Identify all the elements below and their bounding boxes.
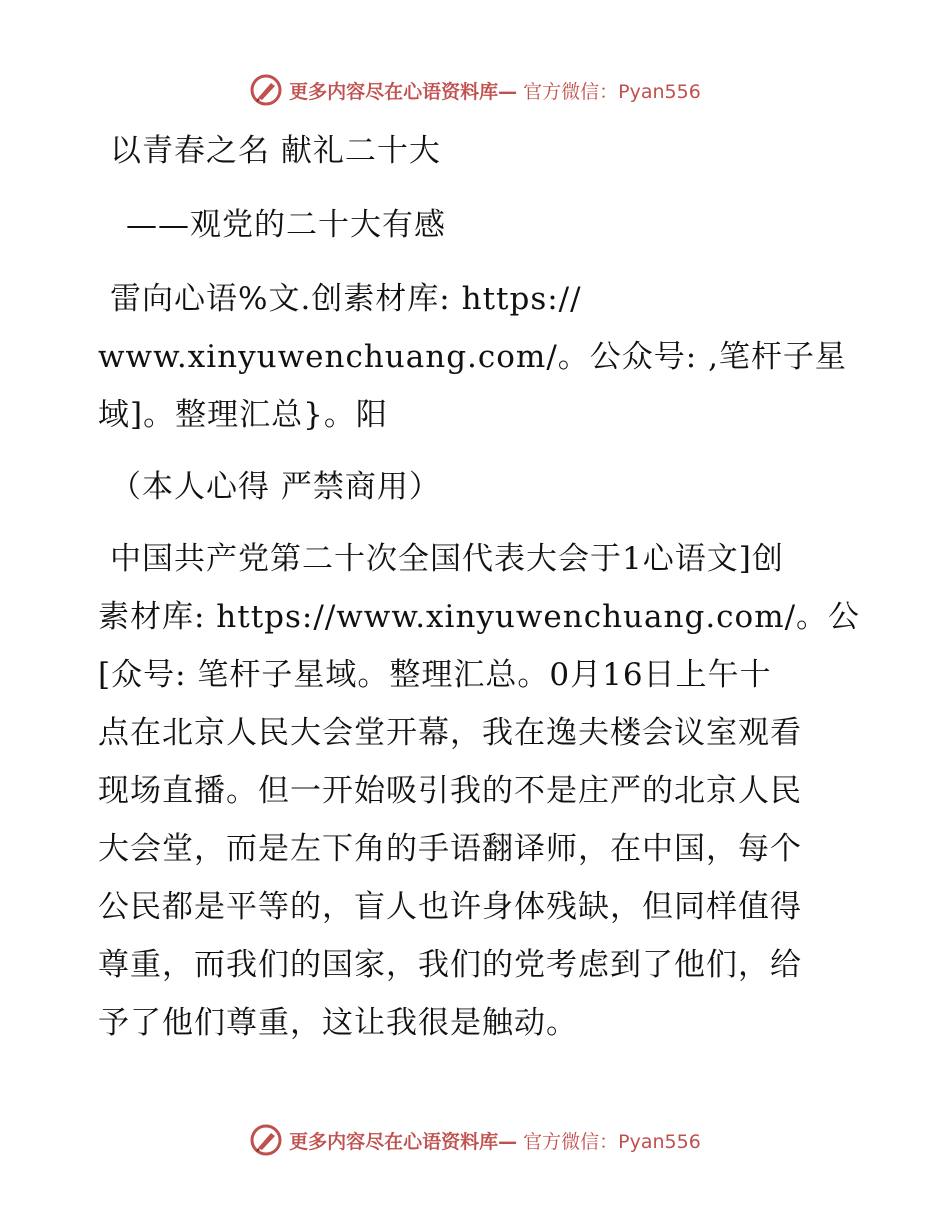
body-line: 大会堂，而是左下角的手语翻译师，在中国，每个 <box>98 831 802 867</box>
source-line: www.xinyuwenchuang.com/。公众号: ,笔杆子星 <box>98 339 847 375</box>
header-banner-content <box>249 73 701 107</box>
body-line: 尊重，而我们的国家，我们的党考虑到了他们，给 <box>98 947 802 983</box>
pen-circle-logo-icon <box>249 73 283 107</box>
pen-circle-logo-icon <box>249 1123 283 1157</box>
body-line: 现场直播。但一开始吸引我的不是庄严的北京人民 <box>98 773 802 809</box>
header-banner <box>0 70 950 110</box>
footer-banner-wechat: 官方微信：Pyan556 <box>523 1130 701 1153</box>
source-line: 雷向心语%文.创素材库: https:// <box>110 281 582 317</box>
footer-banner <box>0 1120 950 1160</box>
body-line: [众号: 笔杆子星域。整理汇总。0月16日上午十 <box>98 657 772 693</box>
body-line: 中国共产党第二十次全国代表大会于1心语文]创 <box>110 541 784 577</box>
body-line: 公民都是平等的，盲人也许身体残缺，但同样值得 <box>98 889 802 925</box>
document-subtitle: ——观党的二十大有感 <box>126 207 446 243</box>
body-line: 素材库: https://www.xinyuwenchuang.com/。公 <box>98 599 861 635</box>
header-banner-wechat: 官方微信：Pyan556 <box>523 80 701 103</box>
header-banner-text: 更多内容尽在心语资料库— <box>289 80 518 103</box>
usage-note: （本人心得 严禁商用） <box>110 469 441 505</box>
document-body <box>98 122 861 1052</box>
footer-banner-text: 更多内容尽在心语资料库— <box>289 1130 518 1153</box>
body-line: 予了他们尊重，这让我很是触动。 <box>98 1005 578 1041</box>
document-title: 以青春之名 献礼二十大 <box>110 133 441 169</box>
source-line: 域]。整理汇总}。阳 <box>98 397 388 433</box>
body-line: 点在北京人民大会堂开幕，我在逸夫楼会议室观看 <box>98 715 802 751</box>
footer-banner-content <box>249 1123 701 1157</box>
